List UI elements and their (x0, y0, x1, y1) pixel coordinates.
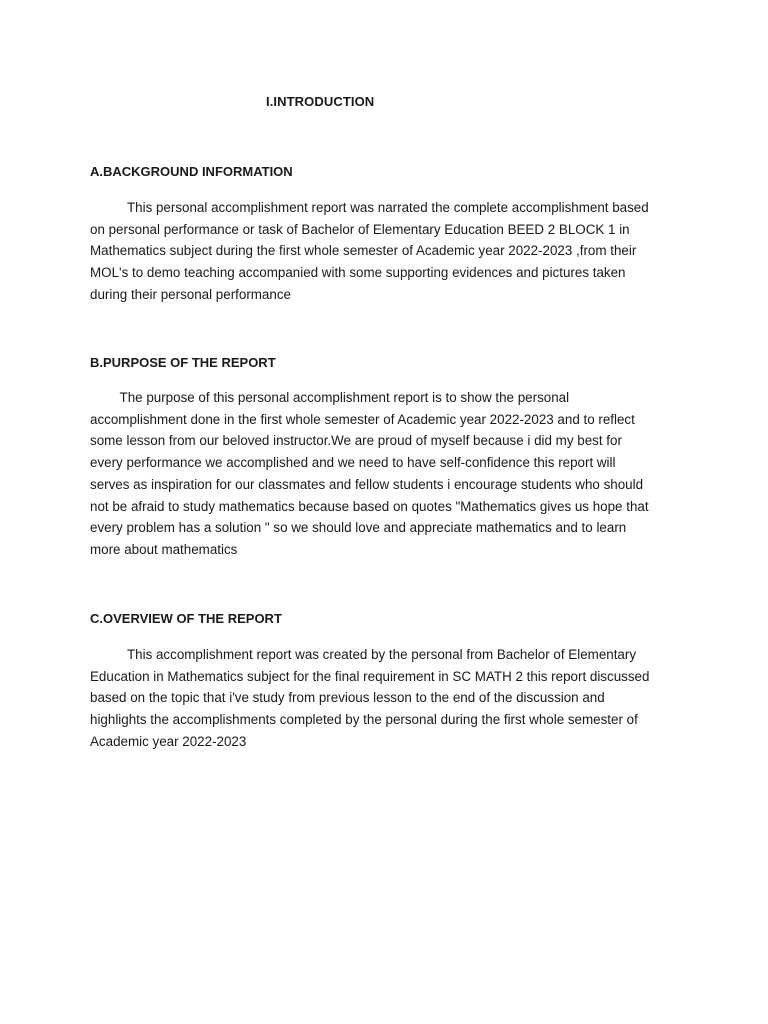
section-paragraph-overview (90, 644, 690, 753)
section-paragraph-background (90, 197, 690, 306)
paragraph-line: some lesson from our beloved instructor.We are proud of myself because i did my best for (90, 433, 622, 449)
paragraph-line: on personal performance or task of Bachelor of Elementary Education BEED 2 BLOCK 1 in (90, 221, 630, 237)
paragraph-line: Mathematics subject during the first whole semester of Academic year 2022-2023 ,from their (90, 243, 637, 259)
paragraph-line: every problem has a solution " so we should love and appreciate mathematics and to learn (90, 520, 627, 536)
paragraph-line: based on the topic that i've study from previous lesson to the end of the discussion and (90, 690, 605, 706)
paragraph-line: Education in Mathematics subject for the final requirement in SC MATH 2 this report discussed (90, 668, 650, 684)
section-heading-purpose: B.PURPOSE OF THE REPORT (90, 355, 276, 370)
paragraph-line: MOL's to demo teaching accompanied with some supporting evidences and pictures taken (90, 265, 626, 281)
paragraph-line: Academic year 2022-2023 (90, 733, 247, 749)
section-heading-overview: C.OVERVIEW OF THE REPORT (90, 611, 282, 626)
paragraph-line: This personal accomplishment report was narrated the complete accomplishment based (90, 200, 649, 215)
page-title: I.INTRODUCTION (266, 94, 375, 109)
paragraph-line: The purpose of this personal accomplishment report is to show the personal (90, 390, 570, 405)
paragraph-line: more about mathematics (90, 541, 238, 557)
paragraph-line: This accomplishment report was created by the personal from Bachelor of Elementary (90, 647, 637, 662)
section-paragraph-purpose (90, 387, 690, 561)
paragraph-line: serves as inspiration for our classmates and fellow students i encourage students who should (90, 476, 644, 492)
paragraph-line: not be afraid to study mathematics because based on quotes "Mathematics gives us hope that (90, 498, 649, 514)
paragraph-line: every performance we accomplished and we need to have self-confidence this report will (90, 455, 616, 471)
paragraph-line: accomplishment done in the first whole semester of Academic year 2022-2023 and to reflect (90, 411, 635, 427)
section-heading-background: A.BACKGROUND INFORMATION (90, 164, 293, 179)
paragraph-line: during their personal performance (90, 286, 291, 302)
paragraph-line: highlights the accomplishments completed by the personal during the first whole semester of (90, 712, 638, 728)
